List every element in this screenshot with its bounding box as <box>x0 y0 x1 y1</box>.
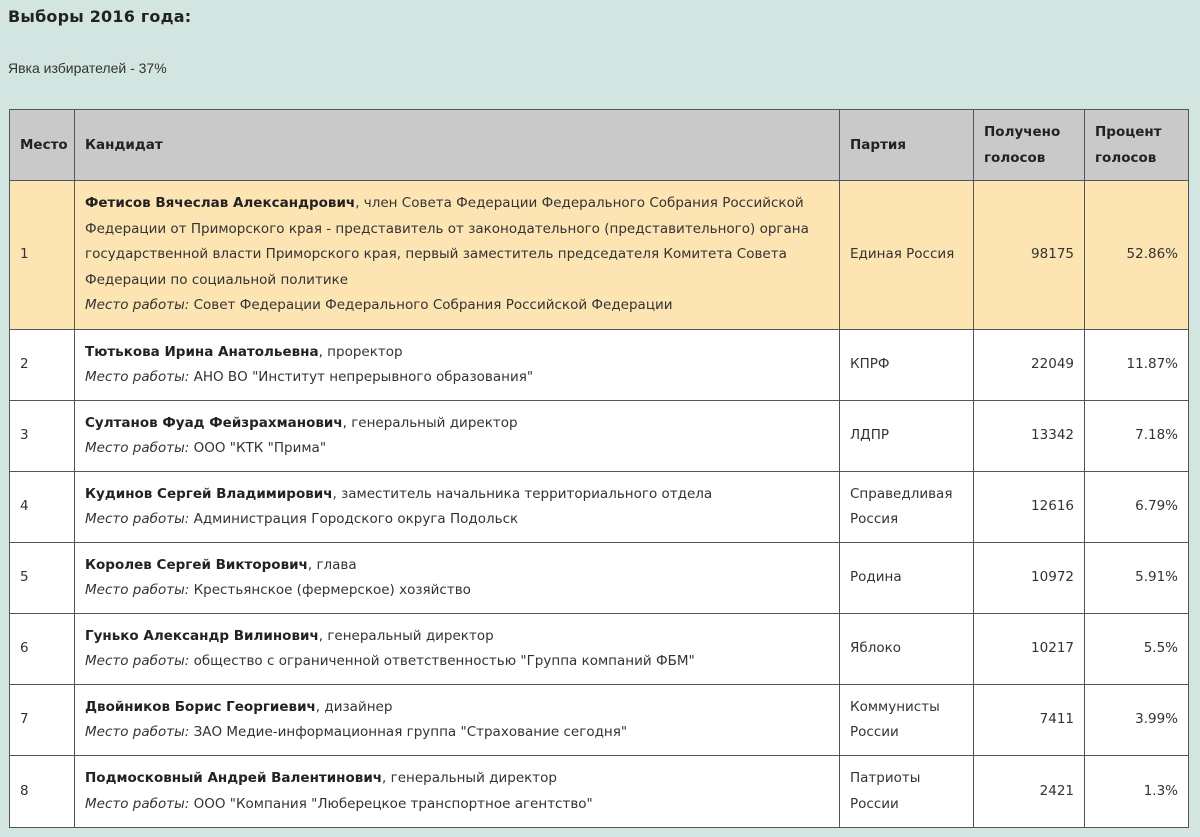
percent-cell: 5.5% <box>1085 614 1189 685</box>
candidate-cell <box>75 685 840 756</box>
candidate-workplace: ООО "Компания "Люберецкое транспортное агентство" <box>189 795 593 812</box>
percent-cell: 6.79% <box>1085 472 1189 543</box>
votes-cell: 98175 <box>974 181 1085 330</box>
percent-cell: 1.3% <box>1085 756 1189 828</box>
candidate-name: Королев Сергей Викторович <box>85 556 308 573</box>
page-title: Выборы 2016 года: <box>8 7 192 26</box>
candidate-workplace: АНО ВО "Институт непрерывного образования" <box>189 369 534 385</box>
votes-cell: 10217 <box>974 614 1085 685</box>
party-cell: Справедливая Россия <box>840 472 974 543</box>
place-cell: 7 <box>10 685 75 756</box>
header-candidate: Кандидат <box>75 110 840 181</box>
candidate-cell <box>75 756 840 828</box>
candidate-position: , дизайнер <box>315 698 393 715</box>
candidate-workplace: общество с ограниченной ответственностью "Группа компаний ФБМ" <box>189 653 695 669</box>
candidate-position: , глава <box>307 556 357 573</box>
candidate-cell <box>75 330 840 401</box>
workplace-label: Место работы: <box>85 511 190 527</box>
table-row <box>10 330 1189 401</box>
candidate-name: Двойников Борис Георгиевич <box>85 698 316 715</box>
table-row <box>10 181 1189 330</box>
candidate-name: Кудинов Сергей Владимирович <box>85 485 333 502</box>
place-cell: 1 <box>10 181 75 330</box>
candidate-workplace: Совет Федерации Федерального Собрания Российской Федерации <box>189 297 673 314</box>
candidate-workplace: ЗАО Медие-информационная группа "Страхование сегодня" <box>189 724 628 740</box>
workplace-label: Место работы: <box>85 297 190 314</box>
candidate-position: , генеральный директор <box>382 770 557 786</box>
candidate-position: , член Совета Федерации Федерального Собрания Российской Федерации от Приморского края - представитель от законодательного (представительного) органа государственной власти Приморского края, первый заместитель председателя Комитета Совета Федерации по социальной политике <box>85 195 809 288</box>
candidate-position: , генеральный директор <box>318 627 494 644</box>
table-row <box>10 401 1189 472</box>
table-row <box>10 543 1189 614</box>
candidate-name: Подмосковный Андрей Валентинович <box>85 770 383 786</box>
votes-cell: 10972 <box>974 543 1085 614</box>
party-cell: Патриоты России <box>840 756 974 828</box>
header-party: Партия <box>840 110 974 181</box>
votes-cell: 2421 <box>974 756 1085 828</box>
table-row <box>10 685 1189 756</box>
party-cell: КПРФ <box>840 330 974 401</box>
turnout-text: Явка избирателей - 37% <box>8 60 167 76</box>
place-cell: 3 <box>10 401 75 472</box>
candidate-position: , проректор <box>318 343 403 360</box>
candidate-cell <box>75 614 840 685</box>
percent-cell: 11.87% <box>1085 330 1189 401</box>
candidate-position: , заместитель начальника территориального отдела <box>332 485 713 502</box>
candidate-name: Тютькова Ирина Анатольевна <box>85 343 319 360</box>
results-table <box>9 109 1189 828</box>
workplace-label: Место работы: <box>85 653 190 669</box>
percent-cell: 5.91% <box>1085 543 1189 614</box>
candidate-cell <box>75 401 840 472</box>
place-cell: 4 <box>10 472 75 543</box>
candidate-workplace: Администрация Городского округа Подольск <box>189 511 519 527</box>
header-place: Место <box>10 110 75 181</box>
header-votes: Получено голосов <box>974 110 1085 181</box>
candidate-workplace: ООО "КТК "Прима" <box>189 440 327 456</box>
candidate-name: Гунько Александр Вилинович <box>85 627 319 644</box>
party-cell: ЛДПР <box>840 401 974 472</box>
table-row <box>10 472 1189 543</box>
workplace-label: Место работы: <box>85 369 190 385</box>
table-row <box>10 614 1189 685</box>
candidate-cell <box>75 472 840 543</box>
candidate-name: Фетисов Вячеслав Александрович <box>85 195 356 212</box>
workplace-label: Место работы: <box>85 440 190 456</box>
votes-cell: 7411 <box>974 685 1085 756</box>
party-cell: Родина <box>840 543 974 614</box>
percent-cell: 3.99% <box>1085 685 1189 756</box>
candidate-workplace: Крестьянское (фермерское) хозяйство <box>189 582 471 598</box>
votes-cell: 22049 <box>974 330 1085 401</box>
workplace-label: Место работы: <box>85 795 190 812</box>
candidate-cell <box>75 181 840 330</box>
table-row <box>10 756 1189 828</box>
table-header-row <box>10 110 1189 181</box>
header-percent: Процент голосов <box>1085 110 1189 181</box>
party-cell: Единая Россия <box>840 181 974 330</box>
votes-cell: 13342 <box>974 401 1085 472</box>
party-cell: Коммунисты России <box>840 685 974 756</box>
workplace-label: Место работы: <box>85 582 190 598</box>
place-cell: 2 <box>10 330 75 401</box>
workplace-label: Место работы: <box>85 724 190 740</box>
percent-cell: 7.18% <box>1085 401 1189 472</box>
place-cell: 8 <box>10 756 75 828</box>
percent-cell: 52.86% <box>1085 181 1189 330</box>
party-cell: Яблоко <box>840 614 974 685</box>
candidate-position: , генеральный директор <box>342 414 518 431</box>
votes-cell: 12616 <box>974 472 1085 543</box>
place-cell: 5 <box>10 543 75 614</box>
candidate-name: Султанов Фуад Фейзрахманович <box>85 414 343 431</box>
candidate-cell <box>75 543 840 614</box>
place-cell: 6 <box>10 614 75 685</box>
